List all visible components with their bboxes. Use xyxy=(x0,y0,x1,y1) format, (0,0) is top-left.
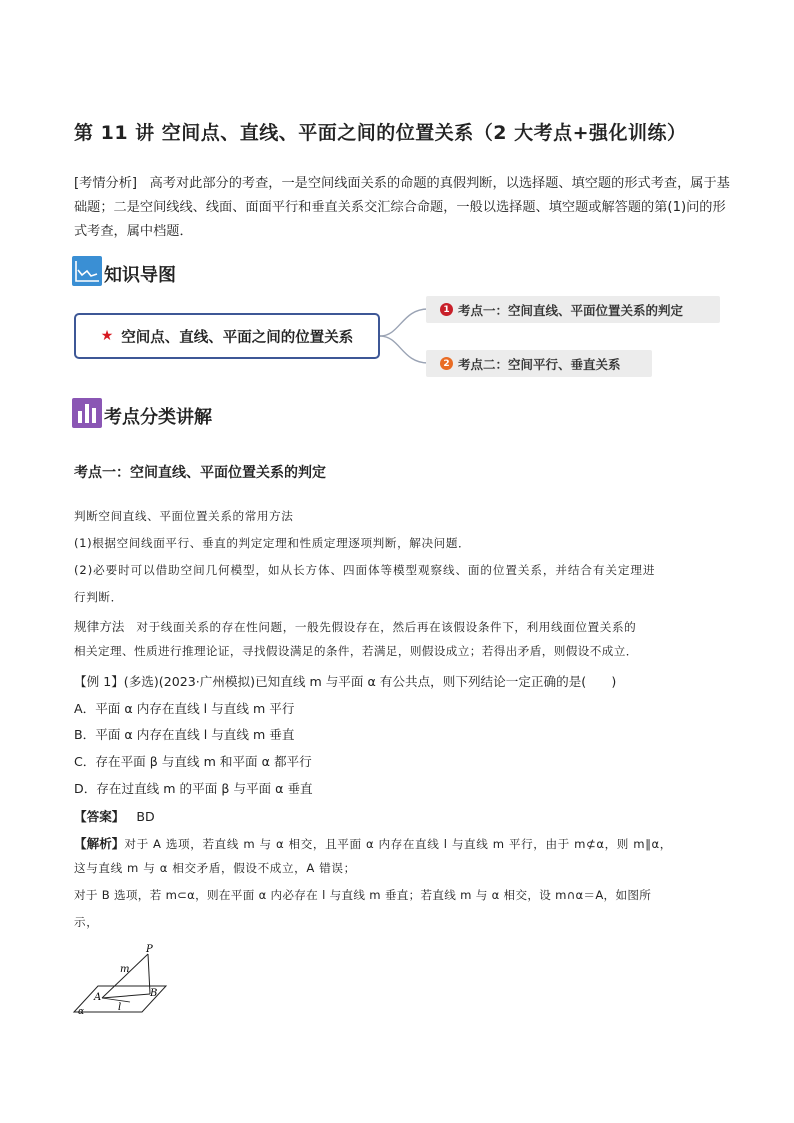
method-1: (1)根据空间线面平行、垂直的判定定理和性质定理逐项判断，解决问题． xyxy=(74,536,471,550)
badge-1: 1 xyxy=(440,303,453,316)
rule-line2: 相关定理、性质进行推理论证，寻找假设满足的条件，若满足，则假设成立；若得出矛盾，则假设不成立． xyxy=(74,644,638,658)
label-m: m xyxy=(120,964,130,975)
analysis-label: [考情分析] xyxy=(74,176,138,191)
solution-line1 xyxy=(74,833,730,852)
star-icon: ★ xyxy=(100,328,114,344)
knowledge-map-heading xyxy=(72,256,176,286)
method-2-line1: (2)必要时可以借助空间几何模型，如从长方体、四面体等模型观察线、面的位置关系，并结合有关定理进 xyxy=(74,563,656,577)
exam-analysis xyxy=(74,172,734,244)
rule-text-a: 对于线面关系的存在性问题，一般先假设存在，然后再在该假设条件下，利用线面位置关系的 xyxy=(136,620,637,634)
solution-label: 【解析】 xyxy=(74,836,125,851)
label-b: B xyxy=(150,988,158,999)
geometry-figure xyxy=(70,940,180,1020)
answer-value: BD xyxy=(136,809,155,824)
solution-text-1: 对于 A 选项，若直线 m 与 α 相交，且平面 α 内存在直线 l 与直线 m 平行，由于 m⊄α，则 m∥α， xyxy=(124,837,672,851)
analysis-text: 高考对此部分的考查，一是空间线面关系的命题的真假判断，以选择题、填空题的形式考查，属于基础题；二是空间线线、线面、面面平行和垂直关系交汇综合命题，一般以选择题、填空题或解答题的第(1)问的形式考查，属中档题． xyxy=(74,176,730,239)
rule-line1 xyxy=(74,616,730,635)
section-heading xyxy=(72,398,212,428)
knowledge-map-title: 知识导图 xyxy=(104,265,176,286)
label-alpha: α xyxy=(78,1007,85,1017)
option-b: B．平面 α 内存在直线 l 与直线 m 垂直 xyxy=(74,727,295,742)
mind-map-root-label: 空间点、直线、平面之间的位置关系 xyxy=(121,329,354,346)
method-2-line2: 行判断． xyxy=(74,590,123,604)
mind-map-node-1-label: 考点一：空间直线、平面位置关系的判定 xyxy=(458,302,684,318)
solution-line3: 对于 B 选项，若 m⊂α，则在平面 α 内必存在 l 与直线 m 垂直；若直线 m 与 α 相交，设 m∩α＝A，如图所 xyxy=(74,888,652,902)
label-l: l xyxy=(118,1002,122,1013)
label-p: P xyxy=(146,944,153,955)
example-stem: 【例 1】(多选)(2023·广州模拟)已知直线 m 与平面 α 有公共点，则下列结论一定正确的是( ) xyxy=(74,674,617,689)
label-a: A xyxy=(94,992,102,1003)
solution-line4: 示， xyxy=(74,915,99,929)
mind-map-node-2-label: 考点二：空间平行、垂直关系 xyxy=(458,356,621,372)
answer-label: 【答案】 xyxy=(74,809,125,824)
methods-heading: 判断空间直线、平面位置关系的常用方法 xyxy=(74,509,294,523)
page-title: 第 11 讲 空间点、直线、平面之间的位置关系（2 大考点+强化训练） xyxy=(74,122,687,144)
chart-line-icon xyxy=(72,256,102,286)
option-a: A．平面 α 内存在直线 l 与直线 m 平行 xyxy=(74,701,295,716)
answer-line xyxy=(74,806,730,825)
mind-map-node-1 xyxy=(426,296,720,323)
rule-label: 规律方法 xyxy=(74,619,125,634)
mind-map-root xyxy=(74,313,380,359)
section-title: 考点分类讲解 xyxy=(104,407,212,428)
mind-map-node-2 xyxy=(426,350,652,377)
badge-2: 2 xyxy=(440,357,453,370)
kp1-title: 考点一：空间直线、平面位置关系的判定 xyxy=(74,465,326,481)
option-d: D．存在过直线 m 的平面 β 与平面 α 垂直 xyxy=(74,781,313,796)
solution-line2: 这与直线 m 与 α 相交矛盾，假设不成立，A 错误； xyxy=(74,861,356,875)
bar-chart-icon xyxy=(72,398,102,428)
option-c: C．存在平面 β 与直线 m 和平面 α 都平行 xyxy=(74,754,312,769)
